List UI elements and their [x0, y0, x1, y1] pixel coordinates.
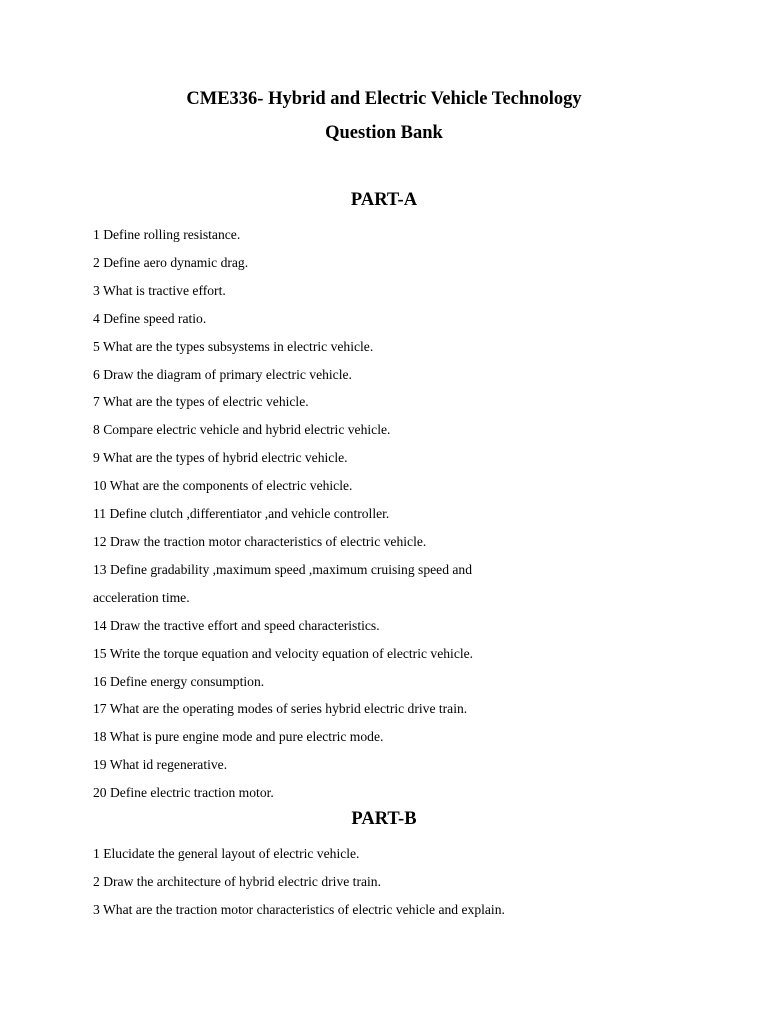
question-line: 15 Write the torque equation and velocity equation of electric vehicle. — [93, 645, 474, 661]
question-line-continuation: acceleration time. — [93, 589, 190, 605]
question-line: 4 Define speed ratio. — [93, 310, 207, 326]
question-line: 6 Draw the diagram of primary electric vehicle. — [93, 366, 352, 382]
question-line: 2 Define aero dynamic drag. — [93, 254, 249, 270]
part-b-question-list — [93, 840, 733, 924]
question-line: 9 What are the types of hybrid electric vehicle. — [93, 450, 348, 466]
question-line: 5 What are the types subsystems in electric vehicle. — [93, 338, 374, 354]
question-line: 1 Define rolling resistance. — [93, 227, 241, 242]
part-b-heading: PART-B — [351, 809, 417, 829]
question-line: 1 Elucidate the general layout of electric vehicle. — [93, 846, 360, 861]
question-line: 2 Draw the architecture of hybrid electric drive train. — [93, 873, 381, 889]
question-line: 7 What are the types of electric vehicle. — [93, 394, 309, 410]
question-line: 8 Compare electric vehicle and hybrid electric vehicle. — [93, 422, 391, 438]
question-line: 19 What id regenerative. — [93, 757, 228, 773]
question-line: 16 Define energy consumption. — [93, 673, 265, 689]
question-line: 11 Define clutch ,differentiator ,and vehicle controller. — [93, 506, 390, 522]
question-line: 3 What is tractive effort. — [93, 282, 226, 298]
document-subtitle: Question Bank — [325, 123, 443, 143]
question-line: 13 Define gradability ,maximum speed ,maximum cruising speed and — [93, 561, 473, 577]
question-line: 17 What are the operating modes of series hybrid electric drive train. — [93, 701, 468, 717]
question-line: 20 Define electric traction motor. — [93, 785, 274, 801]
question-line: 14 Draw the tractive effort and speed characteristics. — [93, 617, 380, 633]
question-line: 12 Draw the traction motor characteristics of electric vehicle. — [93, 533, 427, 549]
part-a-question-list — [93, 221, 733, 807]
question-line: 3 What are the traction motor characteristics of electric vehicle and explain. — [93, 901, 505, 917]
document-title: CME336- Hybrid and Electric Vehicle Technology — [186, 89, 582, 109]
question-line: 18 What is pure engine mode and pure electric mode. — [93, 729, 384, 745]
question-line: 10 What are the components of electric vehicle. — [93, 478, 353, 494]
part-a-heading: PART-A — [350, 190, 418, 210]
